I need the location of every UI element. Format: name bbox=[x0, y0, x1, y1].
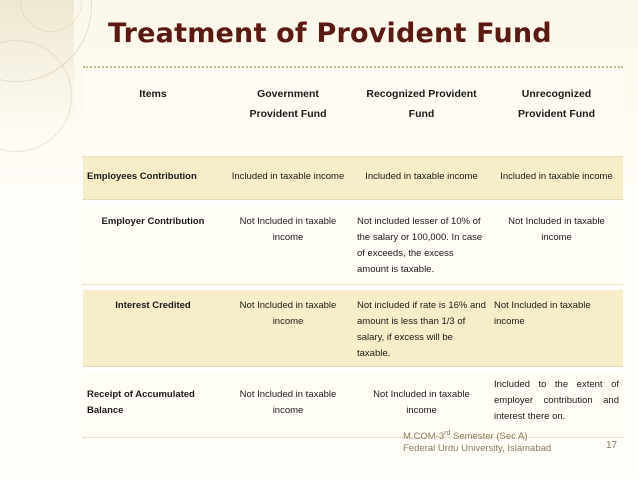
header-recognized: Recognized Provident Fund bbox=[366, 88, 477, 120]
cell-government: Not Included in taxable income bbox=[239, 216, 337, 243]
cell-unrecognized: Not Included in taxable income bbox=[508, 216, 605, 243]
table-row bbox=[83, 157, 623, 200]
cell-unrecognized: Not Included in taxable income bbox=[494, 300, 591, 327]
header-items: Items bbox=[139, 88, 167, 100]
cell-recognized: Not included if rate is 16% and amount is less than 1/3 of salary, if excess will be taxable. bbox=[357, 300, 486, 359]
slide-footer bbox=[403, 428, 551, 455]
cell-unrecognized: Included to the extent of employer contribution and interest there on. bbox=[494, 379, 619, 422]
cell-recognized: Not Included in taxable income bbox=[373, 389, 470, 416]
row-item: Employees Contribution bbox=[87, 171, 197, 182]
cell-unrecognized: Included in taxable income bbox=[500, 171, 613, 182]
header-government: Government Provident Fund bbox=[249, 88, 327, 120]
table-row bbox=[83, 285, 623, 367]
cell-recognized: Included in taxable income bbox=[365, 171, 478, 182]
cell-government: Not Included in taxable income bbox=[239, 389, 337, 416]
table-header-row bbox=[83, 68, 623, 157]
provident-fund-table bbox=[83, 66, 623, 438]
header-unrecognized: Unrecognized Provident Fund bbox=[518, 88, 595, 120]
slide-title: Treatment of Provident Fund bbox=[108, 18, 552, 49]
row-item: Receipt of Accumulated Balance bbox=[87, 389, 195, 416]
cell-government: Included in taxable income bbox=[231, 171, 345, 182]
cell-government: Not Included in taxable income bbox=[239, 300, 337, 327]
table-row bbox=[83, 200, 623, 285]
row-item: Employer Contribution bbox=[101, 216, 205, 227]
row-item: Interest Credited bbox=[115, 300, 191, 311]
university-label: Federal Urdu University, Islamabad bbox=[403, 443, 552, 455]
page-number: 17 bbox=[606, 440, 618, 451]
course-label: M.COM-3rd Semester (Sec A) bbox=[403, 430, 528, 443]
cell-recognized: Not included lesser of 10% of the salary or 100,000. In case of exceeds, the excess amount is taxable. bbox=[357, 216, 483, 275]
